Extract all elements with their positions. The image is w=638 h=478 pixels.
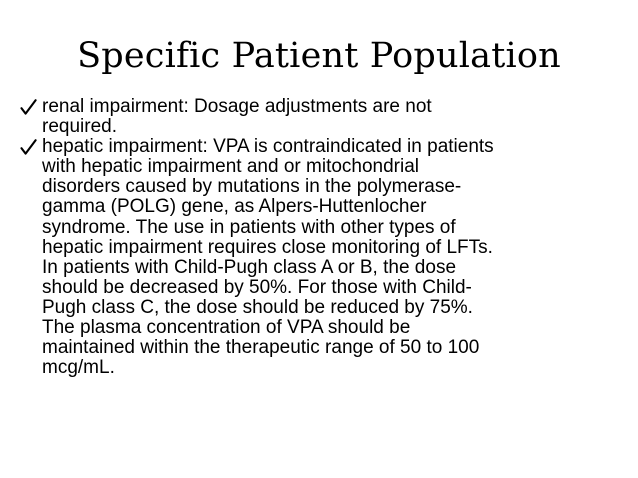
bullet-text-line: mcg/mL.	[42, 357, 115, 379]
bullet-text-line: renal impairment: Dosage adjustments are not	[42, 96, 432, 117]
slide-title: Specific Patient Population	[77, 36, 561, 76]
bullet-hepatic-impairment	[20, 137, 624, 378]
bullet-text-line: required.	[42, 116, 117, 138]
bullet-text-line: Pugh class C, the dose should be reduced by 75%.	[42, 296, 473, 318]
bullet-text-line: syndrome. The use in patients with other types of	[42, 216, 456, 238]
bullet-text-line: The plasma concentration of VPA should be	[42, 317, 411, 339]
bullet-text-line: In patients with Child-Pugh class A or B, the dose	[42, 256, 457, 278]
bullet-text-line: hepatic impairment requires close monitoring of LFTs.	[42, 236, 493, 258]
bullet-text-line: with hepatic impairment and or mitochondrial	[42, 156, 420, 178]
check-icon	[20, 138, 37, 156]
bullet-renal-impairment	[20, 97, 624, 137]
bullet-text-line: gamma (POLG) gene, as Alpers-Huttenlocher	[42, 196, 427, 218]
bullet-text-line: maintained within the therapeutic range of 50 to 100	[42, 337, 480, 359]
bullet-list	[20, 97, 624, 378]
check-icon	[20, 98, 37, 116]
bullet-text-line: should be decreased by 50%. For those with Child-	[42, 276, 472, 298]
bullet-text-line: hepatic impairment: VPA is contraindicated in patients	[42, 136, 494, 158]
bullet-text-line: disorders caused by mutations in the polymerase-	[42, 176, 462, 198]
